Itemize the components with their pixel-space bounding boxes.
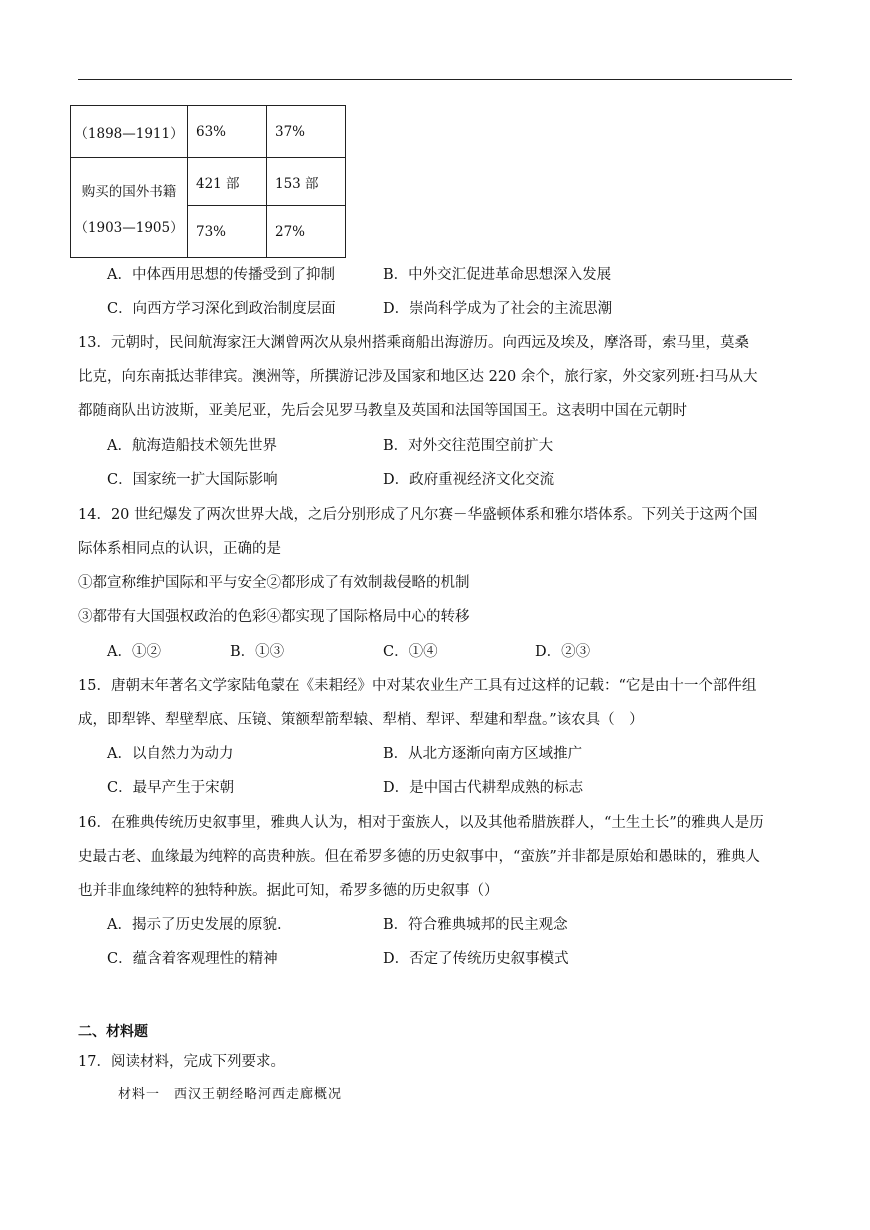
q15-option-c: C．最早产生于宋朝 (107, 780, 235, 796)
q12-option-d: D．崇尚科学成为了社会的主流思潮 (383, 301, 613, 317)
q13-option-c: C．国家统一扩大国际影响 (107, 472, 278, 488)
q14-stem-line: 14．20 世纪爆发了两次世界大战，之后分别形成了凡尔赛－华盛顿体系和雅尔塔体系。下列关于这两个国 (78, 507, 758, 523)
q14-option-c: C．①④ (383, 644, 438, 660)
header-rule (78, 79, 792, 80)
table-cell: 27% (267, 206, 346, 258)
q16-option-c: C．蕴含着客观理性的精神 (107, 951, 278, 967)
q13-stem-line: 比克，向东南抵达菲律宾。澳洲等，所撰游记涉及国家和地区达 220 余个，旅行家，外交家列班·扫马从大 (78, 369, 758, 385)
q12-option-b: B．中外交汇促进革命思想深入发展 (383, 267, 612, 283)
q13-option-d: D．政府重视经济文化交流 (383, 472, 555, 488)
q15-stem-line: 15．唐朝末年著名文学家陆龟蒙在《耒耜经》中对某农业生产工具有过这样的记载：“它是由十一个部件组 (78, 678, 757, 694)
q13-stem-line: 都随商队出访波斯，亚美尼亚，先后会见罗马教皇及英国和法国等国国王。这表明中国在元朝时 (78, 403, 687, 419)
q14-statement-line: ①都宣称维护国际和平与安全②都形成了有效制裁侵略的机制 (78, 575, 470, 591)
table-cell: 63% (188, 106, 267, 158)
q12-option-c: C．向西方学习深化到政治制度层面 (107, 301, 336, 317)
table-cell: 421 部 (188, 158, 267, 206)
q16-stem-line: 史最古老、血缘最为纯粹的高贵种族。但在希罗多德的历史叙事中，“蛮族”并非都是原始和愚昧的，雅典人 (78, 849, 760, 865)
table-cell-period: （1898—1911） (71, 106, 188, 158)
table-label-period: （1903—1905） (74, 219, 184, 236)
q14-option-a: A．①② (107, 644, 161, 660)
q16-option-b: B．符合雅典城邦的民主观念 (383, 917, 568, 933)
q15-stem-line: 成，即犁铧、犁壁犁底、压镜、策额犁箭犁辕、犁梢、犁评、犁建和犁盘。”该农具（ ） (78, 712, 644, 728)
q16-option-a: A．揭示了历史发展的原貌. (107, 917, 282, 933)
q16-stem-line: 16．在雅典传统历史叙事里，雅典人认为，相对于蛮族人，以及其他希腊族群人，“土生土长”的雅典人是历 (78, 815, 764, 831)
q16-stem-line: 也并非血缘纯粹的独特种族。据此可知，希罗多德的历史叙事（） (78, 883, 499, 899)
q16-option-d: D．否定了传统历史叙事模式 (383, 951, 569, 967)
q13-option-b: B．对外交往范围空前扩大 (383, 438, 554, 454)
q14-option-b: B．①③ (230, 644, 285, 660)
table-label-text: 购买的国外书籍 (81, 183, 177, 200)
q13-stem-line: 13．元朝时，民间航海家汪大渊曾两次从泉州搭乘商船出海游历。向西远及埃及，摩洛哥，索马里，莫桑 (78, 335, 749, 351)
q14-statement-line: ③都带有大国强权政治的色彩④都实现了国际格局中心的转移 (78, 609, 470, 625)
section-title: 二、材料题 (78, 1024, 148, 1040)
material-caption: 材料一 西汉王朝经略河西走廊概况 (118, 1087, 343, 1102)
table-cell: 153 部 (267, 158, 346, 206)
table-cell: 37% (267, 106, 346, 158)
q14-stem-line: 际体系相同点的认识，正确的是 (78, 541, 281, 557)
q13-option-a: A．航海造船技术领先世界 (107, 438, 277, 454)
table-row (71, 106, 346, 158)
table-row (71, 158, 346, 206)
table-cell: 73% (188, 206, 267, 258)
q15-option-d: D．是中国古代耕犁成熟的标志 (383, 780, 584, 796)
q17-stem: 17．阅读材料，完成下列要求。 (78, 1054, 285, 1070)
q15-option-b: B．从北方逐渐向南方区域推广 (383, 746, 583, 762)
q15-option-a: A．以自然力为动力 (107, 746, 234, 762)
data-table (70, 105, 346, 258)
q14-option-d: D．②③ (535, 644, 591, 660)
table-cell-label (71, 158, 188, 258)
q12-option-a: A．中体西用思想的传播受到了抑制 (107, 267, 335, 283)
